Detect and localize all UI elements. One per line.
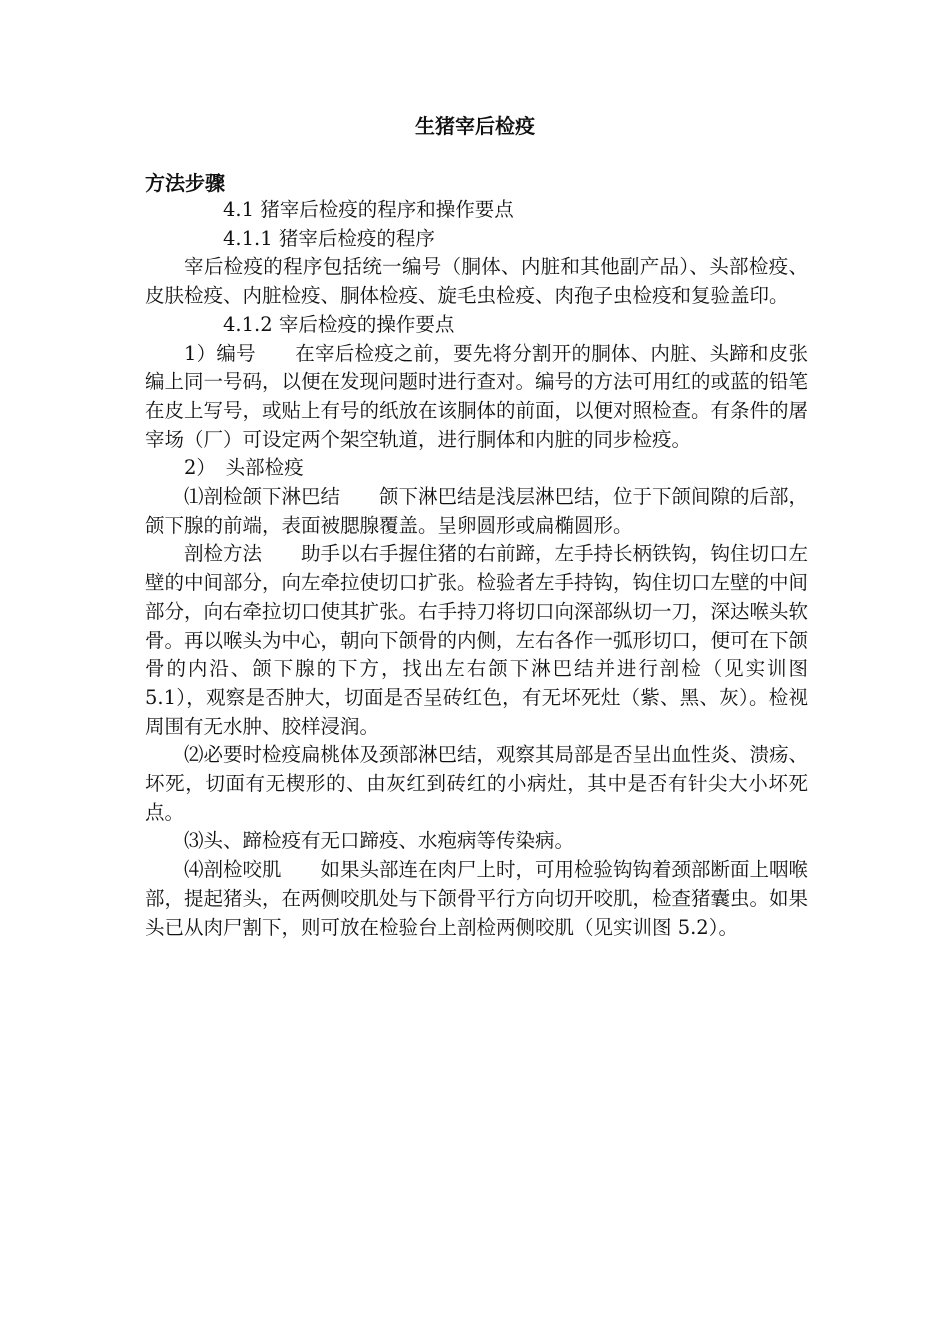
paragraph-procedure: 宰后检疫的程序包括统一编号（胴体、内脏和其他副产品）、头部检疫、皮肤检疫、内脏检疫、胴体检疫、旋毛虫检疫、肉孢子虫检疫和复验盖印。 bbox=[145, 255, 808, 308]
subsection-heading-4-1: 4.1 猪宰后检疫的程序和操作要点 bbox=[223, 198, 514, 221]
subsection-heading-4-1-1: 4.1.1 猪宰后检疫的程序 bbox=[223, 226, 435, 250]
document-body bbox=[145, 196, 808, 942]
section-heading: 方法步骤 bbox=[145, 171, 225, 195]
paragraph-dissection-method: 剖检方法 助手以右手握住猪的右前蹄，左手持长柄铁钩，钩住切口左壁的中间部分，向左牵拉使切口扩张。检验者左手持钩，钩住切口左壁的中间部分，向右牵拉切口使其扩张。右手持刀将切口向深部纵切一刀，深达喉头软骨。再以喉头为中心，朝向下颌骨的内侧，左右各作一弧形切口，便可在下颌骨的内沿、颌下腺的下方，找出左右颌下淋巴结并进行剖检（见实训图 5.1），观察是否肿大，切面是否呈砖红色，有无坏死灶（紫、黑、灰）。检视周围有无水肿、胶样浸润。 bbox=[145, 542, 809, 738]
paragraph-numbering: 1）编号 在宰后检疫之前，要先将分割开的胴体、内脏、头蹄和皮张编上同一号码，以便在发现问题时进行查对。编号的方法可用红的或蓝的铅笔在皮上写号，或贴上有号的纸放在该胴体的前面，以便对照检查。有条件的屠宰场（厂）可设定两个架空轨道，进行胴体和内脏的同步检疫。 bbox=[145, 341, 809, 451]
subsection-heading-4-1-2: 4.1.2 宰后检疫的操作要点 bbox=[223, 312, 455, 336]
paragraph-masseter-dissection: ⑷剖检咬肌 如果头部连在肉尸上时，可用检验钩钩着颈部断面上咽喉部，提起猪头，在两侧咬肌处与下颌骨平行方向切开咬肌，检查猪囊虫。如果头已从肉尸割下，则可放在检验台上剖检两侧咬肌（见实训图 5.2）。 bbox=[145, 858, 809, 939]
paragraph-submandibular-lymph-node: ⑴剖检颌下淋巴结 颌下淋巴结是浅层淋巴结，位于下颌间隙的后部，颌下腺的前端，表面被腮腺覆盖。呈卵圆形或扁椭圆形。 bbox=[145, 485, 809, 537]
document-title: 生猪宰后检疫 bbox=[415, 114, 535, 138]
paragraph-head-inspection-heading: 2） 头部检疫 bbox=[184, 456, 304, 480]
paragraph-tonsil-inspection: ⑵必要时检疫扁桃体及颈部淋巴结，观察其局部是否呈出血性炎、溃疡、坏死，切面有无楔形的、由灰红到砖红的小病灶，其中是否有针尖大小坏死点。 bbox=[145, 743, 809, 824]
paragraph-head-hoof-inspection: ⑶头、蹄检疫有无口蹄疫、水疱病等传染病。 bbox=[184, 829, 575, 853]
